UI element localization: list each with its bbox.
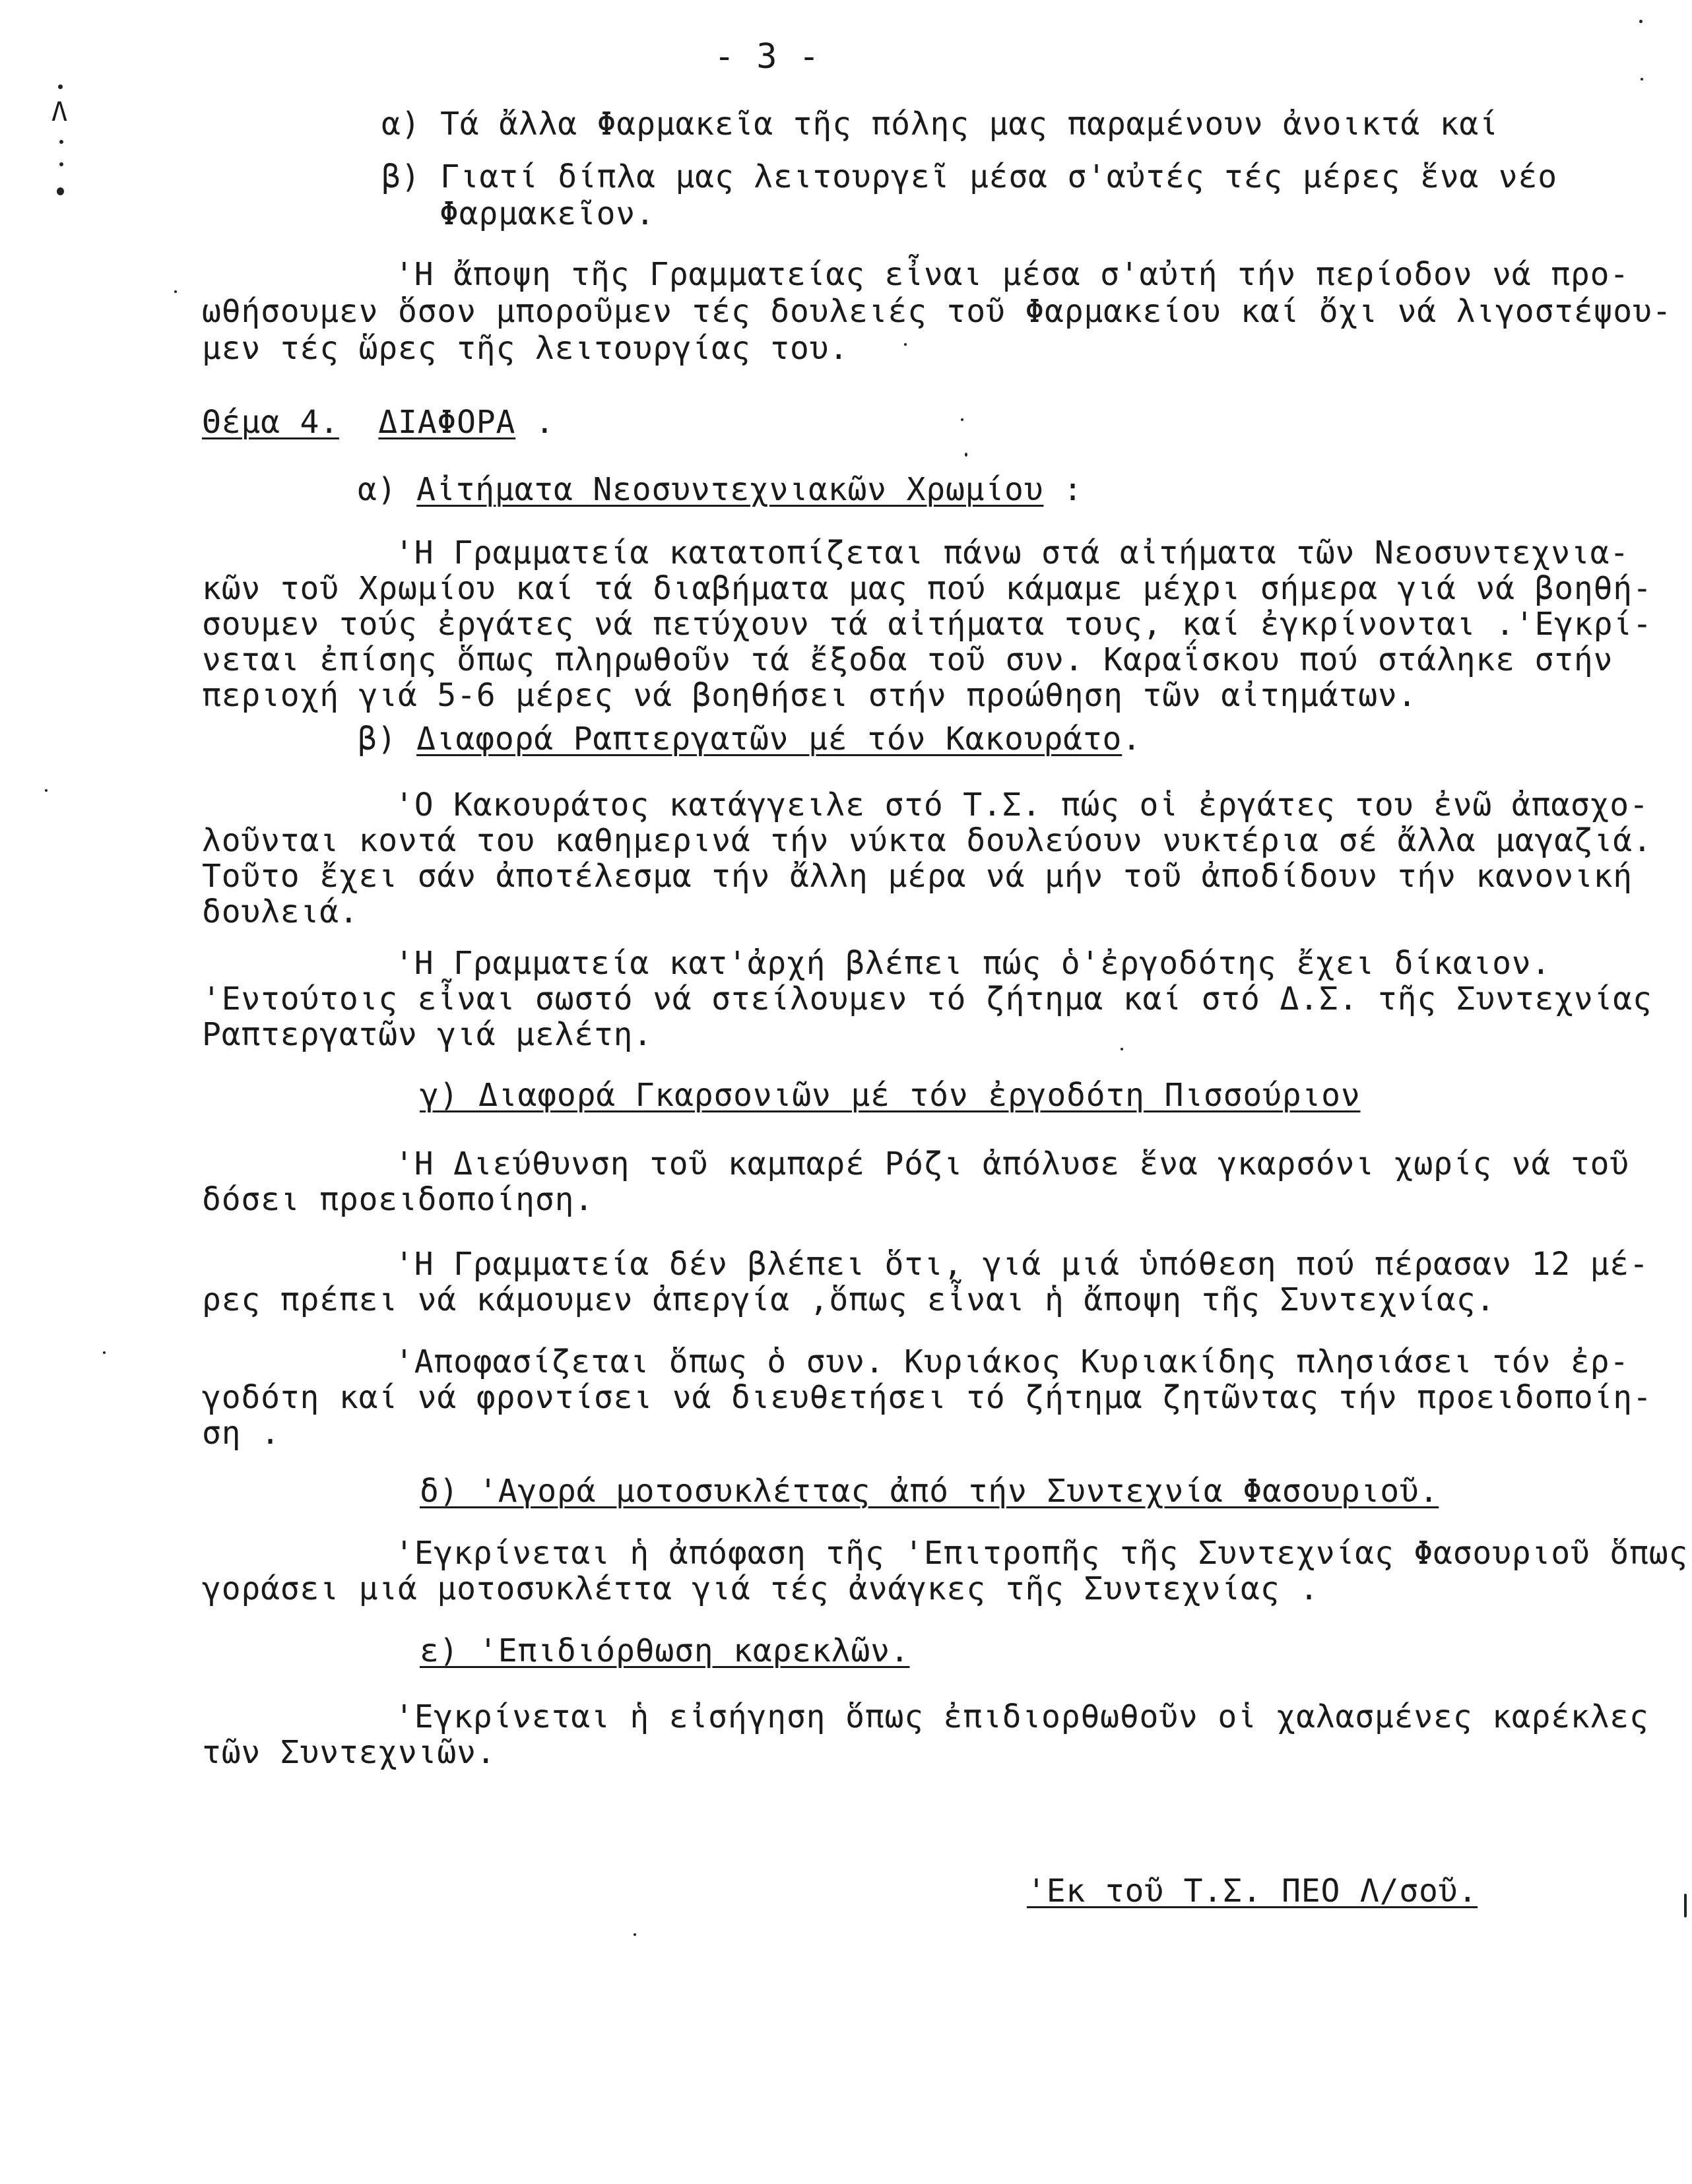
- paragraph-line: 'Η Γραμματεία κατατοπίζεται πάνω στά αἰτήματα τῶν Νεοσυντεχνια-: [395, 534, 1630, 571]
- section-b-prefix: β): [358, 721, 417, 757]
- margin-dot: [57, 187, 64, 195]
- scan-speck: [1684, 1894, 1687, 1917]
- paragraph-line: μεν τές ὥρες τῆς λειτουργίας του.: [202, 330, 849, 367]
- paragraph-line: 'Η Γραμματεία δέν βλέπει ὅτι, γιά μιά ὑπόθεση πού πέρασαν 12 μέ-: [395, 1246, 1649, 1283]
- section-d-heading: δ) 'Αγορά μοτοσυκλέττας ἀπό τήν Συντεχνία Φασουριοῦ.: [420, 1473, 1439, 1510]
- scan-speck: [904, 343, 907, 346]
- paragraph-line: 'Εγκρίνεται ἡ εἰσήγηση ὅπως ἐπιδιορθωθοῦν οἱ χαλασμένες καρέκλες: [395, 1698, 1649, 1735]
- paragraph-line: 'Η ἄποψη τῆς Γραμματείας εἶναι μέσα σ'αὐτή τήν περίοδον νά προ-: [395, 256, 1630, 293]
- section-b-suffix: .: [1122, 721, 1142, 757]
- scan-speck: [45, 789, 48, 792]
- margin-dot: [59, 162, 63, 166]
- section-a-heading: [358, 471, 1083, 508]
- paragraph-line: 'Ο Κακουράτος κατάγγειλε στό Τ.Σ. πώς οἱ ἐργάτες του ἐνῶ ἀπασχο-: [395, 787, 1649, 823]
- margin-mark: Λ: [51, 97, 68, 127]
- paragraph-line: κῶν τοῦ Χρωμίου καί τά διαβήματα μας πού κάμαμε μέχρι σήμερα γιά νά βοηθή-: [202, 570, 1652, 607]
- paragraph-line: γοδότη καί νά φροντίσει νά διευθετήσει τό ζήτημα ζητῶντας τήν προειδοποίη-: [202, 1379, 1652, 1416]
- scan-speck: [1641, 78, 1643, 80]
- paragraph-line: 'Αποφασίζεται ὅπως ὁ συν. Κυριάκος Κυριακίδης πλησιάσει τόν ἐρ-: [395, 1343, 1630, 1380]
- intro-item-b: Φαρμακεῖον.: [439, 195, 655, 232]
- margin-dot: [58, 84, 63, 89]
- paragraph-line: Τοῦτο ἔχει σάν ἀποτέλεσμα τήν ἄλλη μέρα νά μήν τοῦ ἀποδίδουν τήν κανονική: [202, 858, 1633, 895]
- section-b-title: Διαφορά Ραπτεργατῶν μέ τόν Κακουράτο: [416, 721, 1123, 757]
- paragraph-line: 'Η Διεύθυνση τοῦ καμπαρέ Ρόζι ἀπόλυσε ἕνα γκαρσόνι χωρίς νά τοῦ: [395, 1145, 1630, 1182]
- section-a-suffix: :: [1043, 471, 1083, 508]
- paragraph-line: γοράσει μιά μοτοσυκλέττα γιά τές ἀνάγκες τῆς Συντεχνίας .: [202, 1570, 1319, 1607]
- scan-speck: [174, 290, 177, 293]
- scan-speck: [965, 453, 967, 457]
- thema-heading: [202, 404, 555, 441]
- thema-title: ΔΙΑΦΟΡΑ: [378, 404, 516, 441]
- paragraph-line: δουλειά.: [202, 893, 359, 930]
- thema-label: Θέμα 4.: [202, 404, 339, 441]
- intro-item-b: β) Γιατί δίπλα μας λειτουργεῖ μέσα σ'αὐτές τές μέρες ἕνα νέο: [381, 158, 1557, 195]
- scan-speck: [1121, 1048, 1123, 1050]
- paragraph-line: ρες πρέπει νά κάμουμεν ἀπεργία ,ὅπως εἶναι ἡ ἄποψη τῆς Συντεχνίας.: [202, 1281, 1496, 1318]
- paragraph-line: τῶν Συντεχνιῶν.: [202, 1734, 496, 1771]
- paragraph-line: σουμεν τούς ἐργάτες νά πετύχουν τά αἰτήματα τους, καί ἐγκρίνονται .'Εγκρί-: [202, 606, 1652, 643]
- paragraph-line: λοῦνται κοντά του καθημερινά τήν νύκτα δουλεύουν νυκτέρια σέ ἄλλα μαγαζιά.: [202, 822, 1652, 859]
- scan-speck: [1639, 20, 1643, 23]
- scan-speck: [961, 418, 963, 421]
- scan-speck: [103, 1351, 106, 1354]
- paragraph-line: νεται ἐπίσης ὅπως πληρωθοῦν τά ἔξοδα τοῦ συν. Καραΐσκου πού στάληκε στήν: [202, 641, 1613, 678]
- paragraph-line: 'Η Γραμματεία κατ'ἀρχή βλέπει πώς ὁ'ἐργοδότης ἔχει δίκαιον.: [395, 945, 1551, 982]
- thema-suffix: .: [515, 404, 555, 441]
- scan-speck: [634, 1933, 636, 1936]
- margin-dot: [59, 140, 63, 144]
- paragraph-line: περιοχή γιά 5-6 μέρες νά βοηθήσει στήν προώθηση τῶν αἰτημάτων.: [202, 677, 1417, 714]
- section-b-heading: [358, 723, 1142, 755]
- intro-item-a: α) Τά ἄλλα Φαρμακεῖα τῆς πόλης μας παραμένουν ἀνοικτά καί: [381, 106, 1499, 143]
- paragraph-line: 'Εντούτοις εἶναι σωστό νά στείλουμεν τό ζήτημα καί στό Δ.Σ. τῆς Συντεχνίας: [202, 980, 1652, 1017]
- page-number: - 3 -: [714, 37, 820, 77]
- signature: 'Εκ τοῦ Τ.Σ. ΠΕΟ Λ/σοῦ.: [1027, 1873, 1478, 1910]
- paragraph-line: ση .: [202, 1415, 280, 1452]
- paragraph-line: ωθήσουμεν ὅσον μποροῦμεν τές δουλειές τοῦ Φαρμακείου καί ὄχι νά λιγοστέψου-: [202, 293, 1672, 330]
- section-c-heading: γ) Διαφορά Γκαρσονιῶν μέ τόν ἐργοδότη Πισσούριον: [420, 1077, 1361, 1114]
- paragraph-line: 'Εγκρίνεται ἡ ἀπόφαση τῆς 'Επιτροπῆς τῆς Συντεχνίας Φασουριοῦ ὅπως: [395, 1535, 1689, 1572]
- section-a-prefix: α): [358, 471, 417, 508]
- paragraph-line: δόσει προειδοποίηση.: [202, 1181, 594, 1218]
- section-e-heading: ε) 'Επιδιόρθωση καρεκλῶν.: [420, 1632, 910, 1669]
- paragraph-line: Ραπτεργατῶν γιά μελέτη.: [202, 1016, 653, 1053]
- section-a-title: Αἰτήματα Νεοσυντεχνιακῶν Χρωμίου: [416, 471, 1044, 508]
